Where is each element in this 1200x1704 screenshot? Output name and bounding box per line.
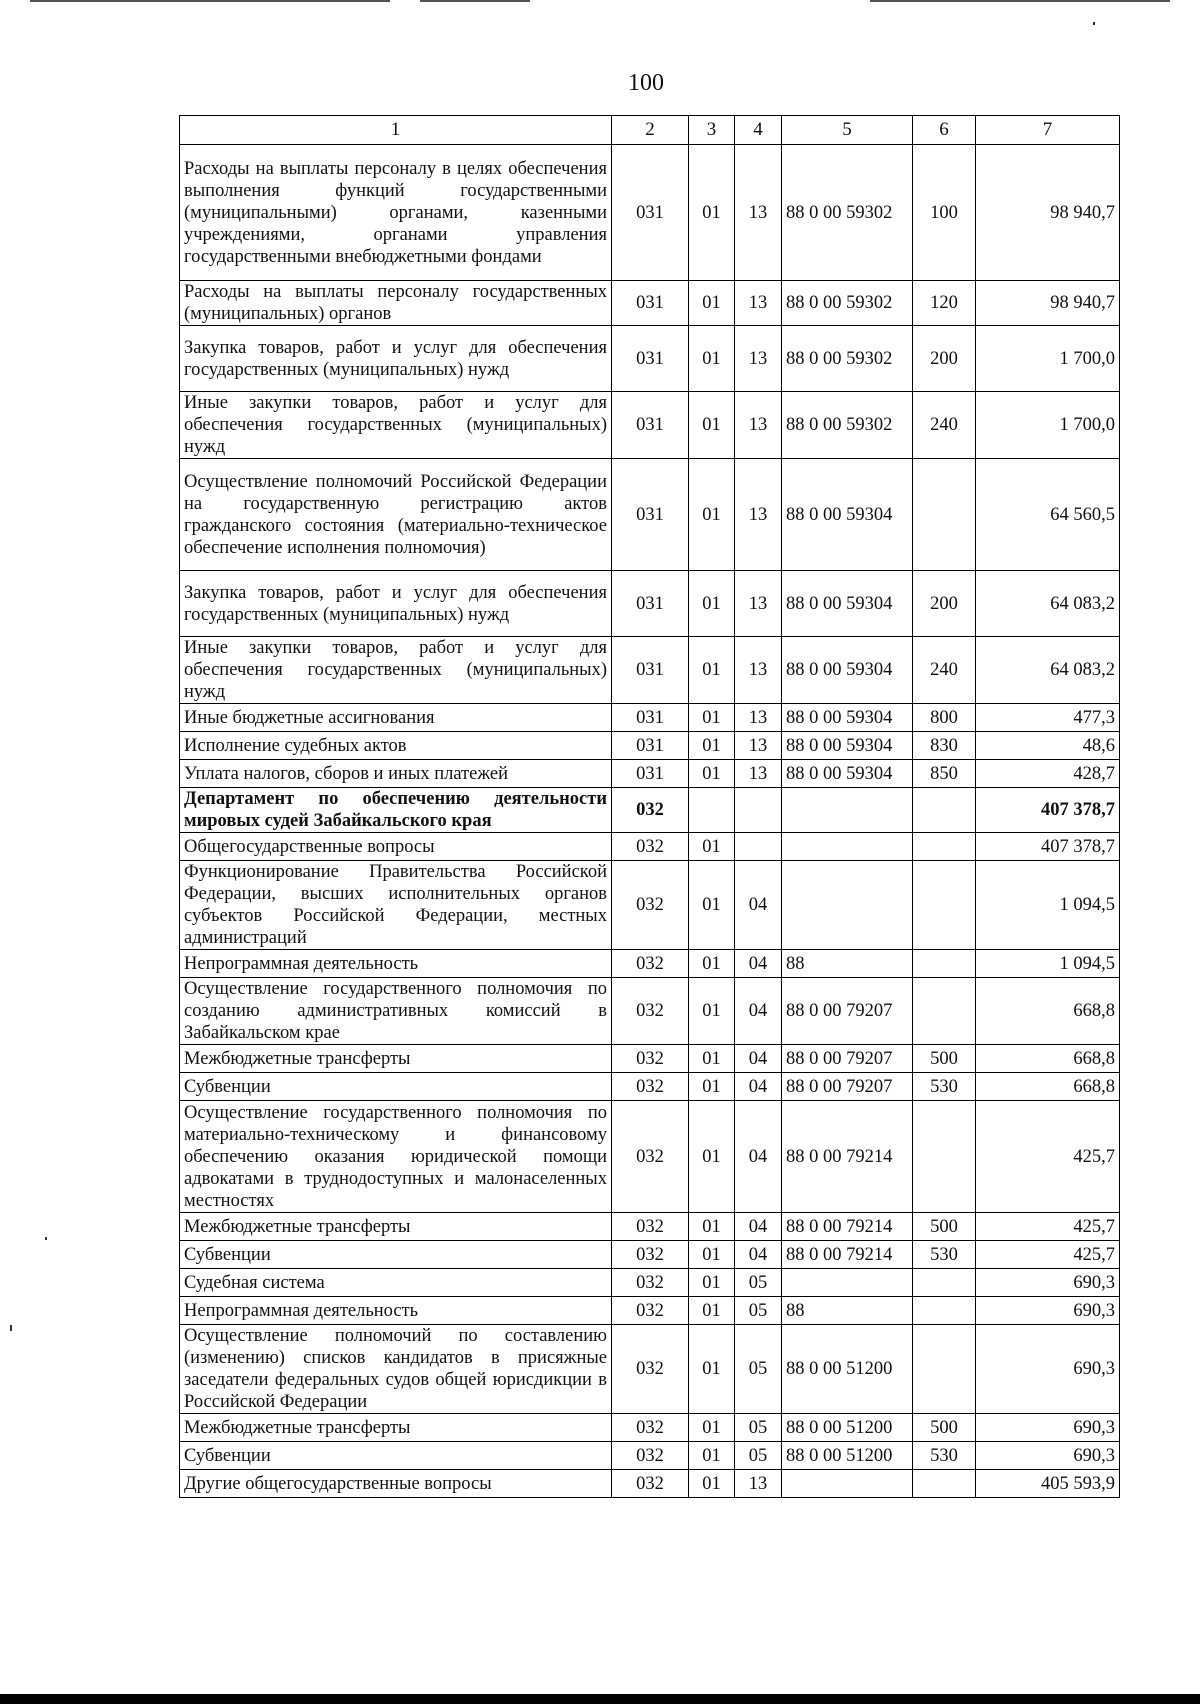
row-expense-type-cell	[913, 861, 976, 950]
row-admin-code-cell: 031	[612, 459, 689, 571]
row-admin-code-cell: 032	[612, 978, 689, 1045]
scan-speck	[10, 1325, 12, 1331]
row-admin-code-cell: 032	[612, 1414, 689, 1442]
table-row	[180, 1213, 1120, 1241]
row-subsection-cell	[735, 788, 782, 833]
row-section-cell: 01	[689, 1045, 735, 1073]
row-target-article-cell: 88 0 00 51200	[782, 1325, 913, 1414]
row-target-article-cell	[782, 833, 913, 861]
table-row	[180, 571, 1120, 637]
row-section-cell: 01	[689, 978, 735, 1045]
table-row	[180, 1325, 1120, 1414]
row-section-cell: 01	[689, 145, 735, 281]
row-amount-cell: 690,3	[976, 1297, 1120, 1325]
row-section-cell: 01	[689, 637, 735, 704]
row-target-article-cell: 88 0 00 59302	[782, 326, 913, 392]
row-target-article-cell: 88 0 00 59304	[782, 704, 913, 732]
row-amount-cell: 477,3	[976, 704, 1120, 732]
row-expense-type-cell: 100	[913, 145, 976, 281]
row-name-cell: Субвенции	[180, 1073, 612, 1101]
row-section-cell: 01	[689, 861, 735, 950]
row-section-cell: 01	[689, 571, 735, 637]
row-admin-code-cell: 032	[612, 1325, 689, 1414]
row-expense-type-cell	[913, 459, 976, 571]
row-section-cell: 01	[689, 326, 735, 392]
row-target-article-cell	[782, 861, 913, 950]
row-target-article-cell: 88 0 00 79207	[782, 978, 913, 1045]
row-amount-cell: 668,8	[976, 1045, 1120, 1073]
row-subsection-cell: 13	[735, 326, 782, 392]
row-subsection-cell: 04	[735, 1241, 782, 1269]
row-admin-code-cell: 032	[612, 861, 689, 950]
row-admin-code-cell: 031	[612, 637, 689, 704]
row-admin-code-cell: 031	[612, 145, 689, 281]
table-row	[180, 326, 1120, 392]
row-name-cell: Уплата налогов, сборов и иных платежей	[180, 760, 612, 788]
table-row	[180, 1045, 1120, 1073]
row-name-cell: Осуществление полномочий по составлению (изменению) списков кандидатов в присяжные заседатели федеральных судов общей юрисдикции в Российской Федерации	[180, 1325, 612, 1414]
row-section-cell: 01	[689, 732, 735, 760]
row-admin-code-cell: 031	[612, 571, 689, 637]
row-subsection-cell: 13	[735, 1470, 782, 1498]
row-expense-type-cell: 800	[913, 704, 976, 732]
row-expense-type-cell	[913, 950, 976, 978]
row-amount-cell: 98 940,7	[976, 281, 1120, 326]
row-subsection-cell: 05	[735, 1414, 782, 1442]
row-name-cell: Функционирование Правительства Российской Федерации, высших исполнительных органов субъектов Российской Федерации, местных администраций	[180, 861, 612, 950]
row-admin-code-cell: 031	[612, 326, 689, 392]
row-admin-code-cell: 032	[612, 1241, 689, 1269]
row-expense-type-cell: 530	[913, 1073, 976, 1101]
row-name-cell: Непрограммная деятельность	[180, 1297, 612, 1325]
row-expense-type-cell: 830	[913, 732, 976, 760]
table-row	[180, 637, 1120, 704]
row-target-article-cell: 88 0 00 59304	[782, 571, 913, 637]
row-name-cell: Осуществление государственного полномочия по созданию административных комиссий в Забайкальском крае	[180, 978, 612, 1045]
row-subsection-cell	[735, 833, 782, 861]
row-name-cell: Непрограммная деятельность	[180, 950, 612, 978]
row-section-cell: 01	[689, 760, 735, 788]
row-admin-code-cell: 032	[612, 1297, 689, 1325]
header-cell-5: 5	[782, 116, 913, 145]
row-subsection-cell: 04	[735, 1073, 782, 1101]
table-row	[180, 833, 1120, 861]
row-expense-type-cell: 120	[913, 281, 976, 326]
row-expense-type-cell	[913, 978, 976, 1045]
row-target-article-cell: 88 0 00 51200	[782, 1442, 913, 1470]
row-name-cell: Общегосударственные вопросы	[180, 833, 612, 861]
row-target-article-cell: 88 0 00 79214	[782, 1241, 913, 1269]
row-amount-cell: 690,3	[976, 1325, 1120, 1414]
row-section-cell: 01	[689, 281, 735, 326]
row-section-cell: 01	[689, 459, 735, 571]
table-row	[180, 1442, 1120, 1470]
table-row	[180, 1101, 1120, 1213]
table-row	[180, 1414, 1120, 1442]
row-subsection-cell: 05	[735, 1269, 782, 1297]
row-name-cell: Расходы на выплаты персоналу в целях обеспечения выполнения функций государственными (муниципальными) органами, казенными учреждениями, органами управления государственными внебюджетными фондами	[180, 145, 612, 281]
row-section-cell: 01	[689, 1297, 735, 1325]
row-amount-cell: 425,7	[976, 1241, 1120, 1269]
table-row	[180, 950, 1120, 978]
row-name-cell: Субвенции	[180, 1241, 612, 1269]
row-name-cell: Межбюджетные трансферты	[180, 1213, 612, 1241]
row-name-cell: Субвенции	[180, 1442, 612, 1470]
row-subsection-cell: 04	[735, 1101, 782, 1213]
row-subsection-cell: 13	[735, 281, 782, 326]
table-row	[180, 1297, 1120, 1325]
row-name-cell: Исполнение судебных актов	[180, 732, 612, 760]
scan-top-rule-mid	[420, 0, 530, 2]
row-admin-code-cell: 032	[612, 788, 689, 833]
row-amount-cell: 405 593,9	[976, 1470, 1120, 1498]
row-target-article-cell: 88 0 00 79207	[782, 1045, 913, 1073]
row-name-cell: Судебная система	[180, 1269, 612, 1297]
row-target-article-cell: 88 0 00 79214	[782, 1213, 913, 1241]
row-expense-type-cell: 240	[913, 392, 976, 459]
row-target-article-cell: 88	[782, 950, 913, 978]
header-cell-2: 2	[612, 116, 689, 145]
row-target-article-cell: 88 0 00 59302	[782, 392, 913, 459]
row-expense-type-cell	[913, 1101, 976, 1213]
budget-table	[179, 115, 1120, 1498]
row-amount-cell: 668,8	[976, 978, 1120, 1045]
row-subsection-cell: 04	[735, 861, 782, 950]
budget-table-body	[180, 116, 1120, 1498]
row-amount-cell: 407 378,7	[976, 833, 1120, 861]
scan-top-rule-right	[870, 0, 1170, 2]
row-amount-cell: 425,7	[976, 1213, 1120, 1241]
row-expense-type-cell: 200	[913, 326, 976, 392]
row-target-article-cell: 88 0 00 79207	[782, 1073, 913, 1101]
row-admin-code-cell: 032	[612, 1213, 689, 1241]
row-target-article-cell	[782, 1470, 913, 1498]
row-subsection-cell: 04	[735, 1045, 782, 1073]
row-amount-cell: 1 094,5	[976, 861, 1120, 950]
row-amount-cell: 668,8	[976, 1073, 1120, 1101]
table-row	[180, 1269, 1120, 1297]
row-name-cell: Закупка товаров, работ и услуг для обеспечения государственных (муниципальных) нужд	[180, 571, 612, 637]
row-admin-code-cell: 031	[612, 760, 689, 788]
row-amount-cell: 64 560,5	[976, 459, 1120, 571]
table-row	[180, 392, 1120, 459]
row-expense-type-cell	[913, 1269, 976, 1297]
page-number: 100	[628, 70, 664, 96]
row-subsection-cell: 04	[735, 1213, 782, 1241]
row-expense-type-cell	[913, 788, 976, 833]
row-section-cell: 01	[689, 833, 735, 861]
row-subsection-cell: 13	[735, 732, 782, 760]
row-section-cell: 01	[689, 950, 735, 978]
row-admin-code-cell: 032	[612, 1470, 689, 1498]
header-cell-6: 6	[913, 116, 976, 145]
row-subsection-cell: 04	[735, 950, 782, 978]
row-expense-type-cell: 500	[913, 1213, 976, 1241]
row-target-article-cell: 88 0 00 59304	[782, 459, 913, 571]
row-amount-cell: 64 083,2	[976, 571, 1120, 637]
row-section-cell: 01	[689, 704, 735, 732]
row-expense-type-cell	[913, 1297, 976, 1325]
row-expense-type-cell: 200	[913, 571, 976, 637]
table-row	[180, 861, 1120, 950]
row-expense-type-cell: 530	[913, 1241, 976, 1269]
row-admin-code-cell: 031	[612, 392, 689, 459]
row-target-article-cell: 88	[782, 1297, 913, 1325]
row-target-article-cell: 88 0 00 79214	[782, 1101, 913, 1213]
table-row	[180, 1470, 1120, 1498]
row-name-cell: Департамент по обеспечению деятельности мировых судей Забайкальского края	[180, 788, 612, 833]
row-section-cell: 01	[689, 1101, 735, 1213]
row-name-cell: Расходы на выплаты персоналу государственных (муниципальных) органов	[180, 281, 612, 326]
row-amount-cell: 690,3	[976, 1442, 1120, 1470]
row-admin-code-cell: 031	[612, 732, 689, 760]
row-expense-type-cell: 530	[913, 1442, 976, 1470]
row-subsection-cell: 05	[735, 1442, 782, 1470]
row-expense-type-cell: 500	[913, 1045, 976, 1073]
row-section-cell: 01	[689, 1442, 735, 1470]
table-row	[180, 732, 1120, 760]
row-expense-type-cell: 500	[913, 1414, 976, 1442]
row-section-cell: 01	[689, 1241, 735, 1269]
row-target-article-cell: 88 0 00 59304	[782, 760, 913, 788]
scan-bottom-edge	[0, 1694, 1200, 1704]
row-subsection-cell: 04	[735, 978, 782, 1045]
row-admin-code-cell: 031	[612, 704, 689, 732]
row-expense-type-cell	[913, 833, 976, 861]
row-amount-cell: 407 378,7	[976, 788, 1120, 833]
table-row	[180, 281, 1120, 326]
row-subsection-cell: 13	[735, 459, 782, 571]
row-subsection-cell: 13	[735, 145, 782, 281]
row-admin-code-cell: 031	[612, 281, 689, 326]
table-row	[180, 145, 1120, 281]
row-name-cell: Иные закупки товаров, работ и услуг для обеспечения государственных (муниципальных) нужд	[180, 637, 612, 704]
scan-speck	[45, 1237, 47, 1240]
row-amount-cell: 98 940,7	[976, 145, 1120, 281]
row-amount-cell: 64 083,2	[976, 637, 1120, 704]
row-name-cell: Закупка товаров, работ и услуг для обеспечения государственных (муниципальных) нужд	[180, 326, 612, 392]
row-subsection-cell: 05	[735, 1325, 782, 1414]
row-target-article-cell: 88 0 00 59304	[782, 732, 913, 760]
row-name-cell: Межбюджетные трансферты	[180, 1045, 612, 1073]
row-name-cell: Межбюджетные трансферты	[180, 1414, 612, 1442]
row-section-cell: 01	[689, 1073, 735, 1101]
table-row	[180, 788, 1120, 833]
row-amount-cell: 690,3	[976, 1414, 1120, 1442]
row-name-cell: Иные закупки товаров, работ и услуг для обеспечения государственных (муниципальных) нужд	[180, 392, 612, 459]
row-subsection-cell: 13	[735, 571, 782, 637]
row-admin-code-cell: 032	[612, 950, 689, 978]
row-admin-code-cell: 032	[612, 1442, 689, 1470]
row-target-article-cell: 88 0 00 59302	[782, 281, 913, 326]
row-name-cell: Осуществление полномочий Российской Федерации на государственную регистрацию актов гражданского состояния (материально-техническое обеспечение исполнения полномочия)	[180, 459, 612, 571]
row-target-article-cell: 88 0 00 51200	[782, 1414, 913, 1442]
row-section-cell: 01	[689, 1213, 735, 1241]
row-subsection-cell: 05	[735, 1297, 782, 1325]
row-target-article-cell	[782, 788, 913, 833]
row-subsection-cell: 13	[735, 392, 782, 459]
row-name-cell: Другие общегосударственные вопросы	[180, 1470, 612, 1498]
table-row	[180, 704, 1120, 732]
row-admin-code-cell: 032	[612, 1269, 689, 1297]
table-row	[180, 760, 1120, 788]
row-section-cell: 01	[689, 1269, 735, 1297]
table-header-row	[180, 116, 1120, 145]
row-expense-type-cell	[913, 1325, 976, 1414]
row-amount-cell: 425,7	[976, 1101, 1120, 1213]
row-target-article-cell: 88 0 00 59304	[782, 637, 913, 704]
row-expense-type-cell: 850	[913, 760, 976, 788]
header-cell-7: 7	[976, 116, 1120, 145]
row-amount-cell: 690,3	[976, 1269, 1120, 1297]
row-subsection-cell: 13	[735, 760, 782, 788]
row-amount-cell: 48,6	[976, 732, 1120, 760]
scan-top-rule-left	[30, 0, 390, 2]
row-name-cell: Осуществление государственного полномочия по материально-техническому и финансовому обеспечению оказания юридической помощи адвокатами в труднодоступных и малонаселенных местностях	[180, 1101, 612, 1213]
row-expense-type-cell	[913, 1470, 976, 1498]
row-section-cell: 01	[689, 392, 735, 459]
header-cell-3: 3	[689, 116, 735, 145]
row-admin-code-cell: 032	[612, 1073, 689, 1101]
row-amount-cell: 1 700,0	[976, 392, 1120, 459]
row-subsection-cell: 13	[735, 704, 782, 732]
row-section-cell: 01	[689, 1414, 735, 1442]
table-row	[180, 459, 1120, 571]
row-target-article-cell: 88 0 00 59302	[782, 145, 913, 281]
row-admin-code-cell: 032	[612, 1045, 689, 1073]
header-cell-4: 4	[735, 116, 782, 145]
row-amount-cell: 1 094,5	[976, 950, 1120, 978]
scan-speck	[1093, 22, 1095, 25]
row-admin-code-cell: 032	[612, 833, 689, 861]
row-target-article-cell	[782, 1269, 913, 1297]
row-section-cell: 01	[689, 1325, 735, 1414]
table-row	[180, 1073, 1120, 1101]
table-row	[180, 1241, 1120, 1269]
row-amount-cell: 1 700,0	[976, 326, 1120, 392]
table-row	[180, 978, 1120, 1045]
row-name-cell: Иные бюджетные ассигнования	[180, 704, 612, 732]
row-admin-code-cell: 032	[612, 1101, 689, 1213]
header-cell-1: 1	[180, 116, 612, 145]
row-subsection-cell: 13	[735, 637, 782, 704]
row-section-cell	[689, 788, 735, 833]
row-expense-type-cell: 240	[913, 637, 976, 704]
row-amount-cell: 428,7	[976, 760, 1120, 788]
row-section-cell: 01	[689, 1470, 735, 1498]
